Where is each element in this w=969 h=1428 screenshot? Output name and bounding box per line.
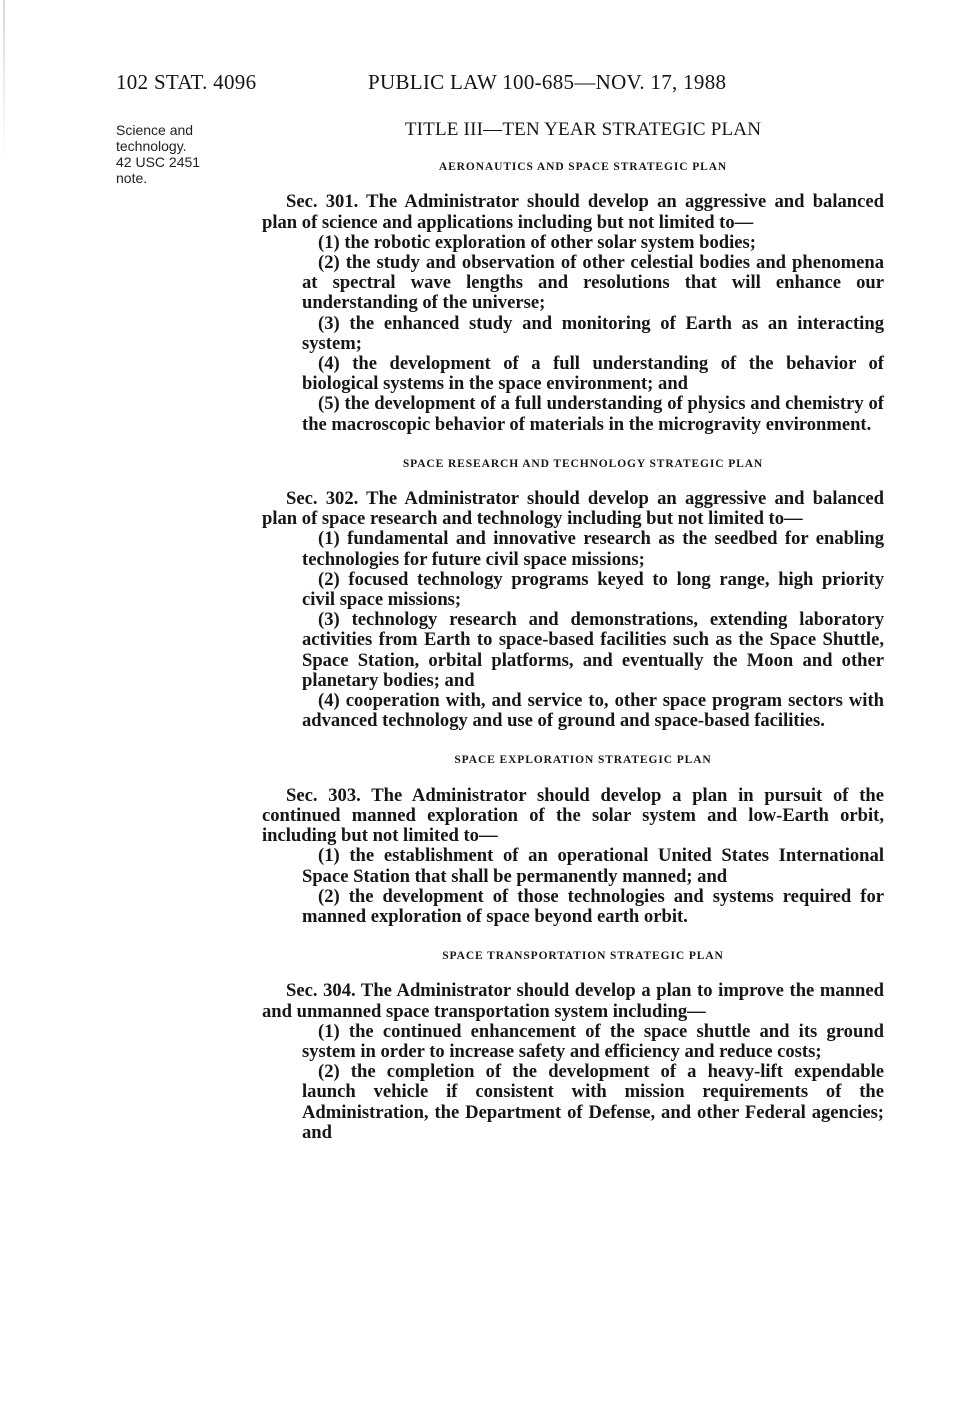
list-item: (2) the completion of the development of a heavy-lift expendable launch vehicle if consistent with mission requirements of the Administration, the Department of Defense, and other Federal agencies; and bbox=[302, 1061, 884, 1143]
public-law-citation: PUBLIC LAW 100-685—NOV. 17, 1988 bbox=[368, 70, 727, 94]
list-item: (2) the study and observation of other celestial bodies and phenomena at spectral wave lengths and resolutions that will enhance our understanding of the universe; bbox=[302, 252, 884, 314]
list-item: (2) focused technology programs keyed to long range, high priority civil space missions; bbox=[302, 568, 884, 611]
margin-note-line: technology. bbox=[116, 138, 187, 154]
section-heading: SPACE TRANSPORTATION STRATEGIC PLAN bbox=[442, 950, 724, 963]
section-heading: AERONAUTICS AND SPACE STRATEGIC PLAN bbox=[438, 161, 728, 174]
list-item: (5) the development of a full understanding of physics and chemistry of the macroscopic behavior of materials in the microgravity environment. bbox=[302, 393, 884, 435]
section-lead: Sec. 301. The Administrator should develop an aggressive and balanced plan of science and applications including but not limited to— bbox=[262, 191, 884, 233]
title-heading: TITLE III—TEN YEAR STRATEGIC PLAN bbox=[404, 119, 762, 140]
margin-note-line: Science and bbox=[116, 122, 194, 138]
section-301 bbox=[262, 157, 884, 435]
margin-note bbox=[116, 122, 256, 186]
list-item: (3) technology research and demonstrations, extending laboratory activities from Earth to space-based facilities such as the Space Shuttle, Space Station, orbital platforms, and eventually the Moon and other planetary bodies; and bbox=[302, 609, 884, 691]
page-edge bbox=[3, 0, 5, 160]
section-302 bbox=[262, 454, 884, 732]
section-lead: Sec. 303. The Administrator should develop a plan in pursuit of the continued manned exploration of the solar system and low-Earth orbit, including but not limited to— bbox=[262, 784, 884, 847]
section-lead: Sec. 302. The Administrator should develop an aggressive and balanced plan of space research and technology including but not limited to— bbox=[262, 488, 884, 530]
list-item: (4) the development of a full understanding of the behavior of biological systems in the space environment; and bbox=[302, 353, 884, 395]
section-heading: SPACE RESEARCH AND TECHNOLOGY STRATEGIC PLAN bbox=[402, 457, 764, 470]
section-304 bbox=[262, 946, 884, 1143]
list-item: (1) fundamental and innovative research as the seedbed for enabling technologies for future civil space missions; bbox=[302, 528, 884, 570]
margin-note-line: 42 USC 2451 bbox=[116, 154, 201, 170]
margin-note-line: note. bbox=[116, 170, 148, 186]
section-heading: SPACE EXPLORATION STRATEGIC PLAN bbox=[454, 754, 712, 767]
section-lead: Sec. 304. The Administrator should develop a plan to improve the manned and unmanned space transportation system including— bbox=[262, 980, 884, 1022]
list-item: (4) cooperation with, and service to, other space program sectors with advanced technology and use of ground and space-based facilities. bbox=[302, 690, 884, 732]
list-item: (1) the robotic exploration of other solar system bodies; bbox=[318, 231, 756, 253]
list-item: (1) the establishment of an operational United States International Space Station that shall be permanently manned; and bbox=[302, 845, 884, 887]
list-item: (2) the development of those technologies and systems required for manned exploration of space beyond earth orbit. bbox=[302, 885, 884, 927]
section-303 bbox=[262, 750, 884, 927]
list-item: (1) the continued enhancement of the space shuttle and its ground system in order to increase safety and efficiency and reduce costs; bbox=[302, 1020, 884, 1062]
document-body bbox=[262, 120, 884, 1162]
list-item: (3) the enhanced study and monitoring of Earth as an interacting system; bbox=[302, 312, 884, 354]
stat-page-number: 102 STAT. 4096 bbox=[116, 70, 257, 94]
